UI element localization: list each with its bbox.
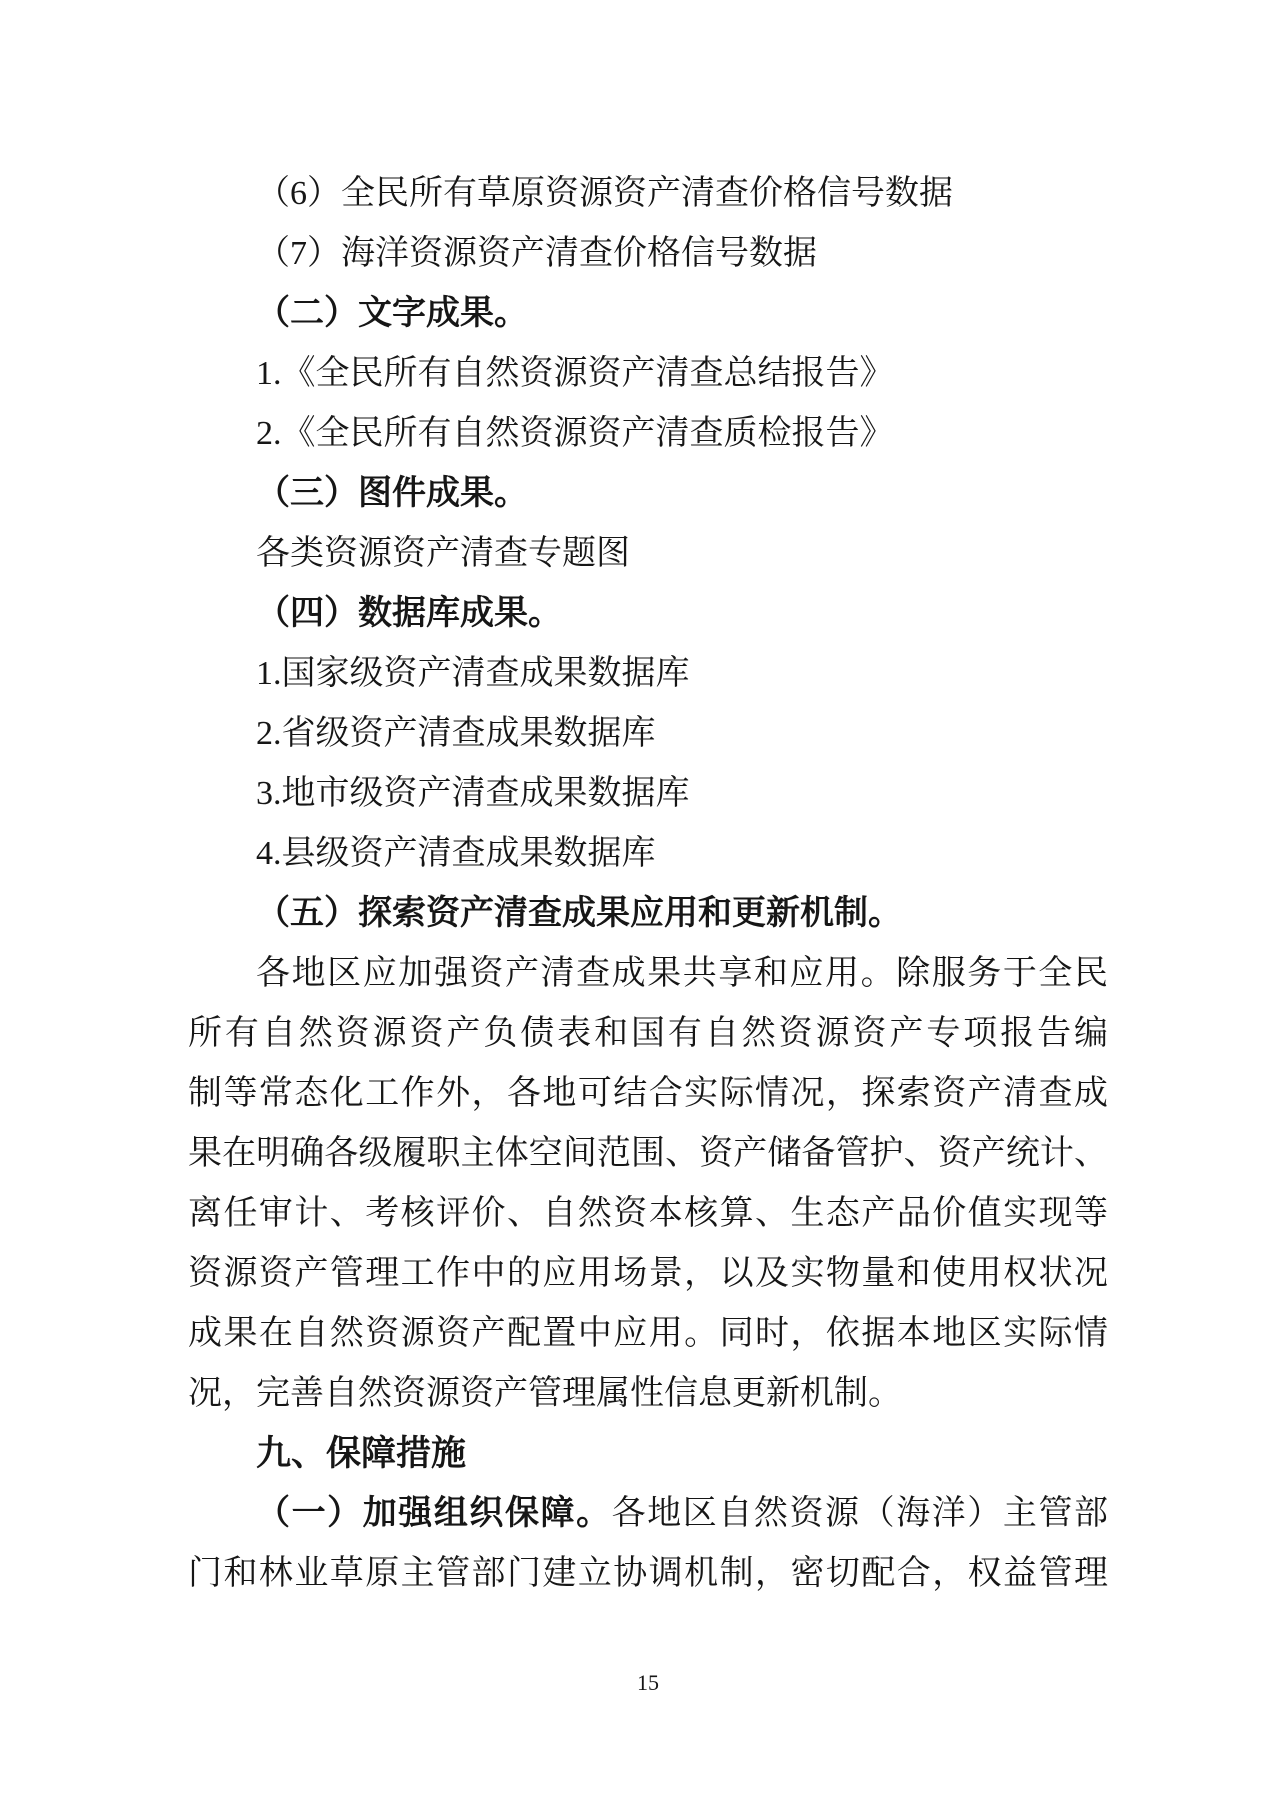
text-line: 九、保障措施 [256, 1434, 467, 1473]
text-line: 2.《全民所有自然资源资产清查质检报告》 [256, 415, 894, 452]
text-line: （7）海洋资源资产清查价格信号数据 [256, 235, 817, 272]
line-rest-text: 各地区自然资源（海洋）主管部 [611, 1495, 1108, 1532]
text-line: （三）图件成果。 [256, 475, 528, 512]
text-line: 制等常态化工作外，各地可结合实际情况，探索资产清查成 [188, 1075, 1108, 1112]
text-line: 果在明确各级履职主体空间范围、资产储备管护、资产统计、 [188, 1135, 1108, 1172]
text-line [188, 1484, 1108, 1544]
text-line: （五）探索资产清查成果应用和更新机制。 [256, 895, 902, 932]
text-line: 1.国家级资产清查成果数据库 [256, 655, 690, 692]
text-line: 况，完善自然资源资产管理属性信息更新机制。 [188, 1375, 902, 1412]
text-line: 3.地市级资产清查成果数据库 [256, 775, 690, 812]
text-line: 2.省级资产清查成果数据库 [256, 715, 656, 752]
text-line: （6）全民所有草原资源资产清查价格信号数据 [256, 175, 953, 212]
page-number: 15 [637, 1670, 659, 1695]
text-line: 离任审计、考核评价、自然资本核算、生态产品价值实现等 [188, 1195, 1108, 1232]
text-line: 各类资源资产清查专题图 [256, 535, 630, 572]
text-line: （四）数据库成果。 [256, 595, 562, 632]
text-line: 门和林业草原主管部门建立协调机制，密切配合，权益管理 [188, 1555, 1108, 1592]
text-line: （二）文字成果。 [256, 295, 528, 332]
text-line: 4.县级资产清查成果数据库 [256, 835, 656, 872]
document-body [188, 164, 1108, 1604]
line-lead-heading: （一）加强组织保障。 [256, 1495, 612, 1532]
text-line: 成果在自然资源资产配置中应用。同时，依据本地区实际情 [188, 1315, 1108, 1352]
text-line: 1.《全民所有自然资源资产清查总结报告》 [256, 355, 894, 392]
text-line: 所有自然资源资产负债表和国有自然资源资产专项报告编 [188, 1015, 1108, 1052]
text-line: 资源资产管理工作中的应用场景，以及实物量和使用权状况 [188, 1255, 1108, 1292]
text-line: 各地区应加强资产清查成果共享和应用。除服务于全民 [256, 955, 1108, 992]
